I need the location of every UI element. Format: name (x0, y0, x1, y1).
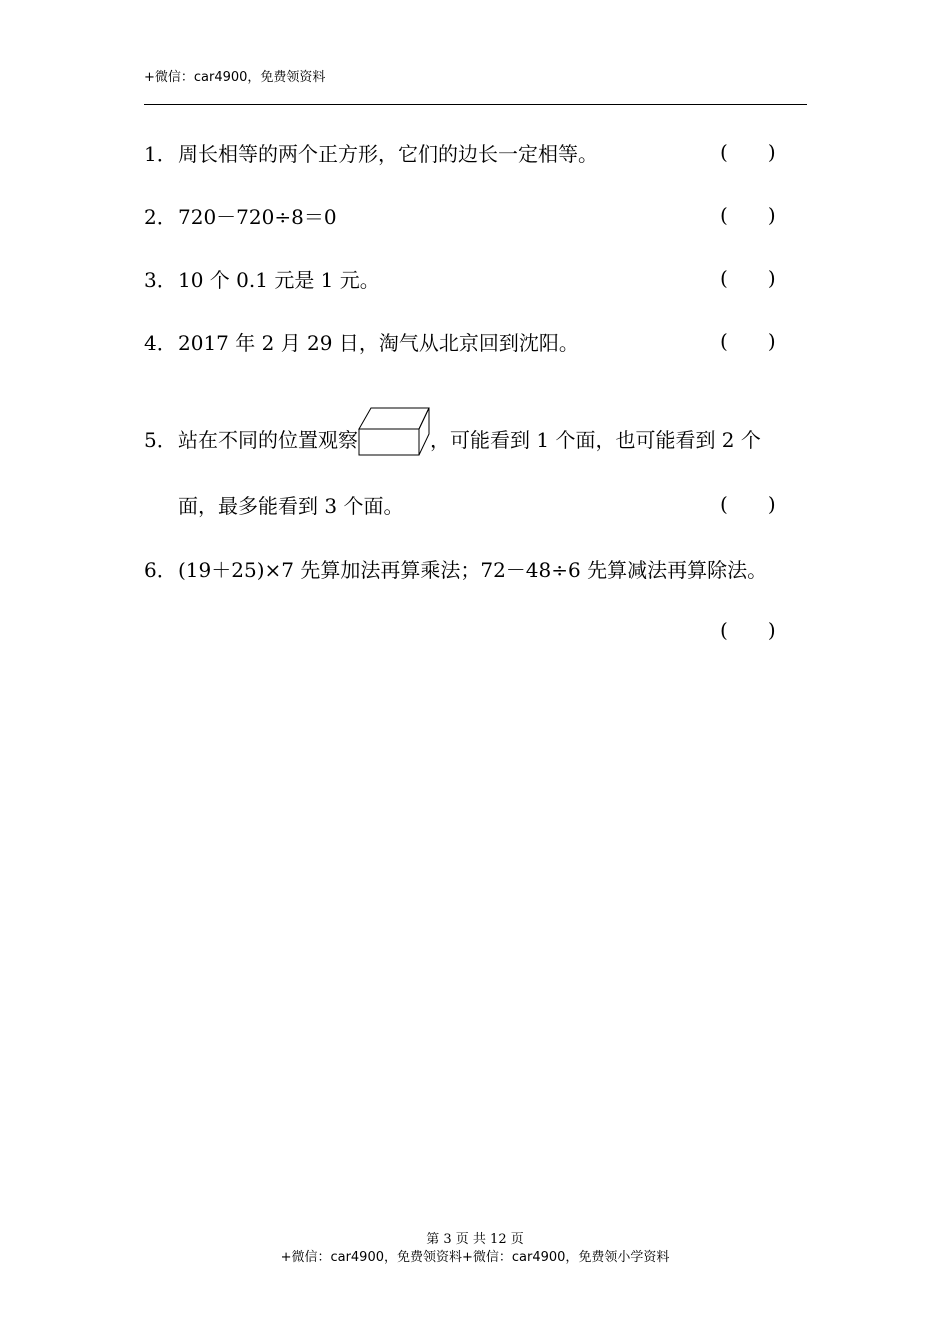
question-number: 4． (144, 331, 177, 355)
question-number: 6． (144, 558, 177, 582)
answer-blank-4[interactable]: ( ) (720, 329, 776, 353)
question-text: (19＋25)×7 先算加法再算乘法；72－48÷6 先算减法再算除法。 (178, 558, 768, 582)
question-number: 1． (144, 142, 177, 166)
question-5 (144, 406, 761, 456)
answer-blank-6[interactable]: ( ) (720, 618, 776, 642)
question-text: 720－720÷8＝0 (178, 205, 337, 229)
answer-blank-2[interactable]: ( ) (720, 203, 776, 227)
header-divider (144, 104, 807, 105)
answer-blank-1[interactable]: ( ) (720, 140, 776, 164)
question-number: 3． (144, 268, 177, 292)
question-number: 5． (144, 428, 177, 452)
question-text-part1: 站在不同的位置观察 (178, 428, 358, 452)
question-text: 周长相等的两个正方形，它们的边长一定相等。 (178, 142, 598, 166)
question-text: 2017 年 2 月 29 日，淘气从北京回到沈阳。 (178, 331, 579, 355)
answer-blank-3[interactable]: ( ) (720, 266, 776, 290)
question-1 (144, 138, 598, 167)
page-number: 第 3 页 共 12 页 (426, 1232, 524, 1247)
question-text-part2: ，可能看到 1 个面，也可能看到 2 个 (430, 428, 761, 452)
page-footer: +微信：car4900，免费领资料+微信：car4900，免费领小学资料 (280, 1250, 670, 1265)
question-4 (144, 327, 579, 356)
question-5-line2: 面，最多能看到 3 个面。 (178, 494, 404, 518)
question-6 (144, 554, 767, 583)
cuboid-figure (358, 406, 430, 456)
question-text: 10 个 0.1 元是 1 元。 (178, 268, 380, 292)
question-2 (144, 201, 337, 230)
question-number: 2． (144, 205, 177, 229)
question-3 (144, 264, 380, 293)
answer-blank-5[interactable]: ( ) (720, 492, 776, 516)
page-header: +微信：car4900，免费领资料 (144, 70, 326, 85)
